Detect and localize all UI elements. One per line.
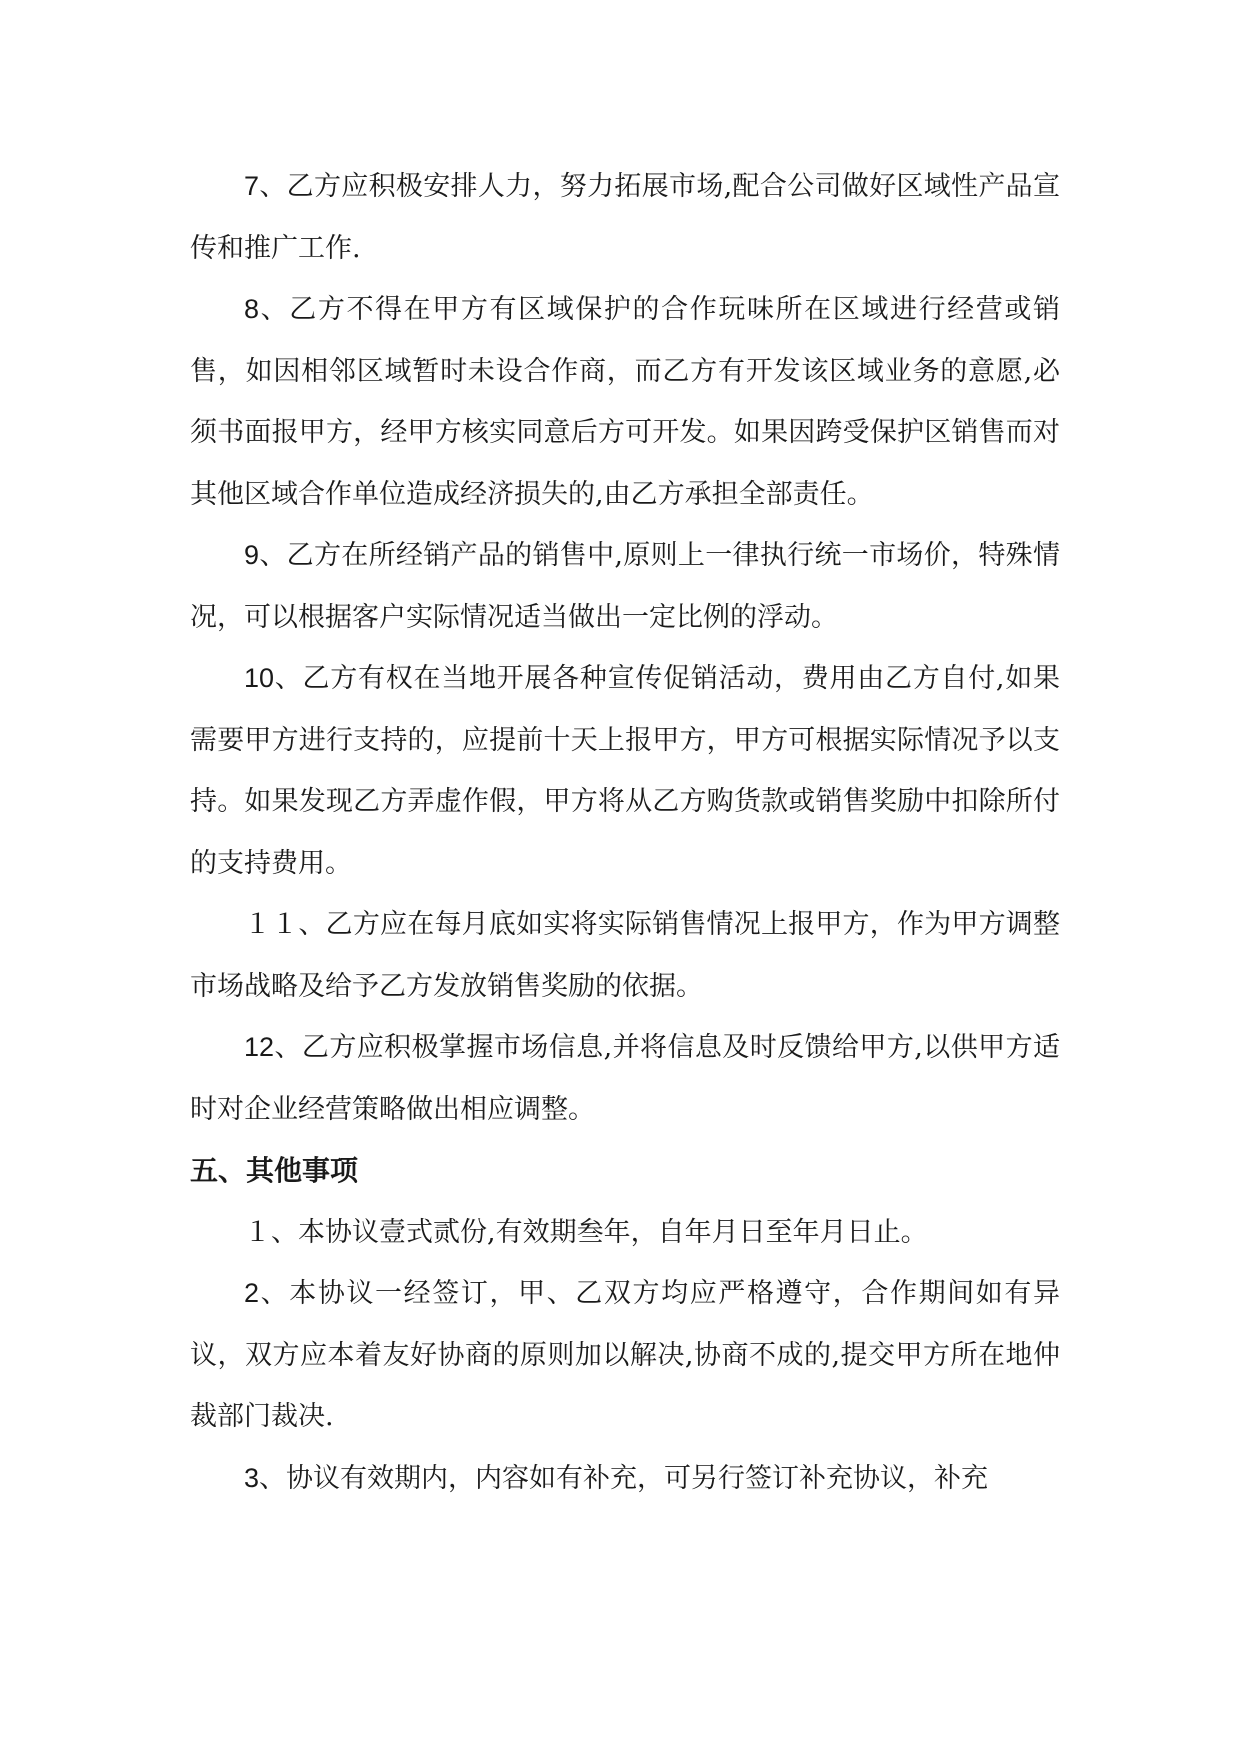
- clause-number: 2: [244, 1278, 260, 1308]
- section-heading: 五、其他事项: [190, 1154, 359, 1187]
- document-body: [190, 156, 1060, 1509]
- clause-text: 、乙方不得在甲方有区域保护的合作玩味所在区域进行经营或销售，如因相邻区域暂时未设合作商，而乙方有开发该区域业务的意愿,必须书面报甲方，经甲方核实同意后方可开发。如果因跨受保护区销售而对其他区域合作单位造成经济损失的,由乙方承担全部责任。: [190, 294, 1060, 510]
- clause-number: 9: [244, 540, 260, 570]
- clause-7: [190, 156, 1060, 279]
- clause-9: [190, 525, 1060, 648]
- clause-10: [190, 648, 1060, 894]
- clause-number: 3: [244, 1462, 260, 1493]
- clause-number: 8: [244, 294, 260, 324]
- clause-text: 、乙方应积极安排人力，努力拓展市场,配合公司做好区域性产品宣传和推广工作.: [190, 171, 1060, 264]
- clause-text: 、乙方应积极掌握市场信息,并将信息及时反馈给甲方,以供甲方适时对企业经营策略做出相应调整。: [190, 1032, 1060, 1125]
- clause-text: 、乙方应在每月底如实将实际销售情况上报甲方，作为甲方调整市场战略及给予乙方发放销售奖励的依据。: [190, 909, 1061, 1002]
- clause-number: 12: [244, 1032, 275, 1062]
- clause-number: 10: [244, 663, 275, 693]
- clause-text: 、乙方在所经销产品的销售中,原则上一律执行统一市场价，特殊情况，可以根据客户实际情况适当做出一定比例的浮动。: [190, 540, 1060, 633]
- clause-8: [190, 279, 1060, 525]
- section-clause-1: [190, 1202, 1060, 1264]
- clause-12: [190, 1017, 1060, 1140]
- section-clause-3: [190, 1448, 1060, 1510]
- clause-text: 、乙方有权在当地开展各种宣传促销活动，费用由乙方自付,如果需要甲方进行支持的，应提前十天上报甲方，甲方可根据实际情况予以支持。如果发现乙方弄虚作假，甲方将从乙方购货款或销售奖励中扣除所付的支持费用。: [190, 663, 1060, 879]
- section-clause-2: [190, 1263, 1060, 1448]
- clause-number: 7: [244, 171, 260, 201]
- clause-text: 、协议有效期内，内容如有补充，可另行签订补充协议，补充: [259, 1462, 989, 1494]
- clause-11: [190, 894, 1060, 1017]
- clause-text: 、本协议壹式贰份,有效期叁年，自年月日至年月日止。: [271, 1216, 928, 1248]
- clause-number: １１: [244, 909, 299, 939]
- clause-number: １: [244, 1216, 271, 1247]
- clause-text: 、本协议一经签订，甲、乙双方均应严格遵守，合作期间如有异议，双方应本着友好协商的原则加以解决,协商不成的,提交甲方所在地仲裁部门裁决.: [190, 1278, 1060, 1432]
